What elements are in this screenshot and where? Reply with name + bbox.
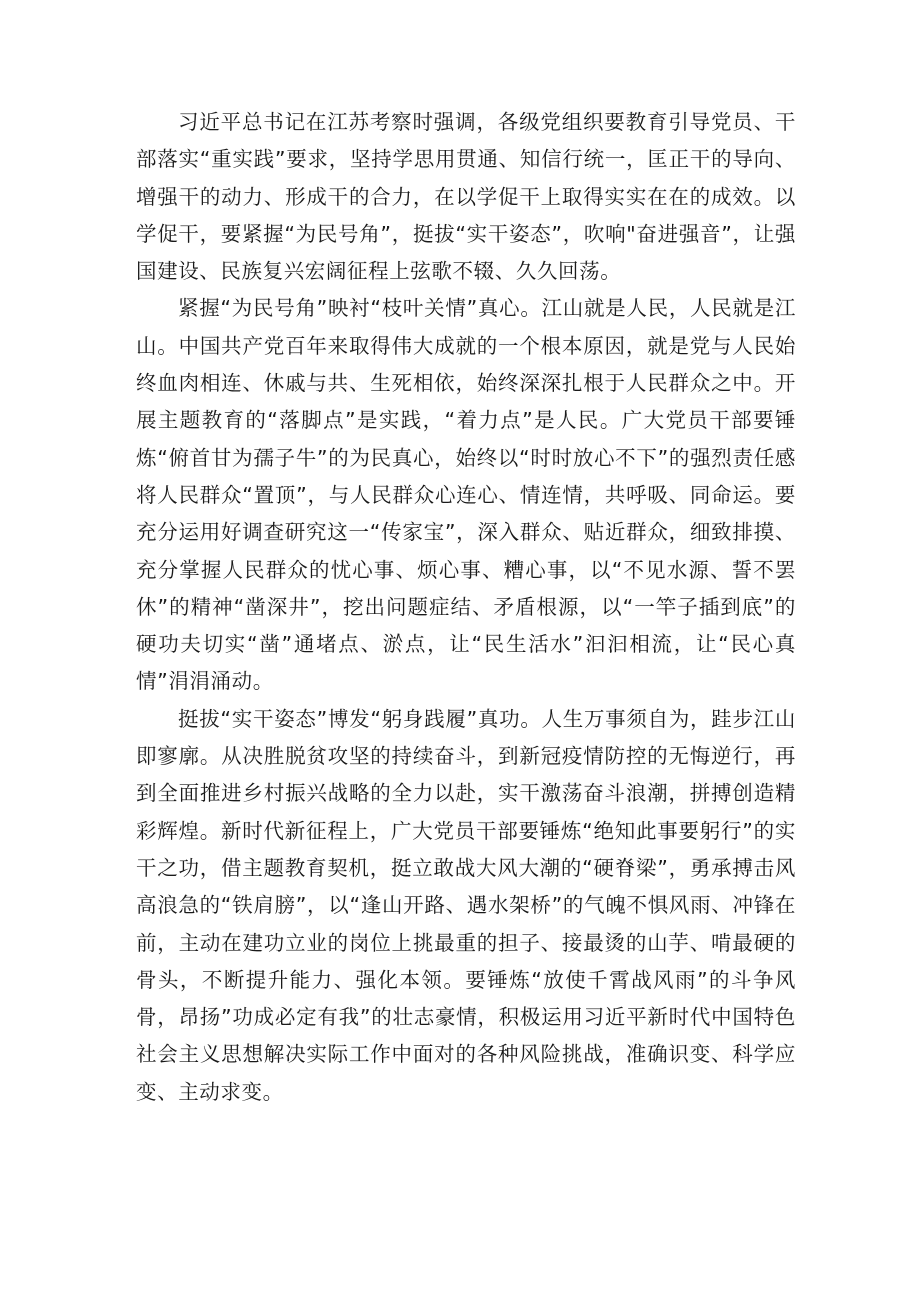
- paragraph-1: 习近平总书记在江苏考察时强调，各级党组织要教育引导党员、干部落实“重实践”要求，坚持学思用贯通、知信行统一，匡正干的导向、增强干的动力、形成干的合力，在以学促干上取得实实在在的成效。以学促干，要紧握“为民号角”，挺拔“实干姿态”，吹响"奋进强音”，让强国建设、民族复兴宏阔征程上弦歌不辍、久久回荡。: [136, 110, 796, 284]
- paragraph-3: 挺拔“实干姿态”博发“躬身践履”真功。人生万事须自为，跬步江山即寥廓。从决胜脱贫攻坚的持续奋斗，到新冠疫情防控的无悔逆行，再到全面推进乡村振兴战略的全力以赴，实干激荡奋斗浪潮，拼搏创造精彩辉煌。新时代新征程上，广大党员干部要锤炼“绝知此事要躬行”的实干之功，借主题教育契机，挺立敢战大风大潮的“硬脊梁”，勇承搏击风高浪急的“铁肩膀”，以“逢山开路、遇水架桥”的气魄不惧风雨、冲锋在前，主动在建功立业的岗位上挑最重的担子、接最烫的山芋、啃最硬的骨头，不断提升能力、强化本领。要锤炼“放使千霄战风雨”的斗争风骨，昂扬”功成必定有我”的壮志豪情，积极运用习近平新时代中国特色社会主义思想解决实际工作中面对的各种风险挑战，准确识变、科学应变、主动求变。: [136, 706, 796, 1104]
- document-body: [136, 104, 796, 1111]
- paragraph-2: 紧握“为民号角”映衬“枝叶关情”真心。江山就是人民，人民就是江山。中国共产党百年来取得伟大成就的一个根本原因，就是党与人民始终血肉相连、休戚与共、生死相依，始终深深扎根于人民群众之中。开展主题教育的“落脚点”是实践，“着力点”是人民。广大党员干部要锤炼“俯首甘为孺子牛”的为民真心，始终以“时时放心不下”的强烈责任感将人民群众“置顶”，与人民群众心连心、情连情，共呼吸、同命运。要充分运用好调查研究这一“传家宝”，深入群众、贴近群众，细致排摸、充分掌握人民群众的忧心事、烦心事、糟心事，以“不见水源、誓不罢休”的精神“凿深井”，挖出问题症结、矛盾根源，以“一竿子插到底”的硬功夫切实“凿”通堵点、淤点，让“民生活水”汩汩相流，让“民心真情”涓涓涌动。: [136, 296, 796, 694]
